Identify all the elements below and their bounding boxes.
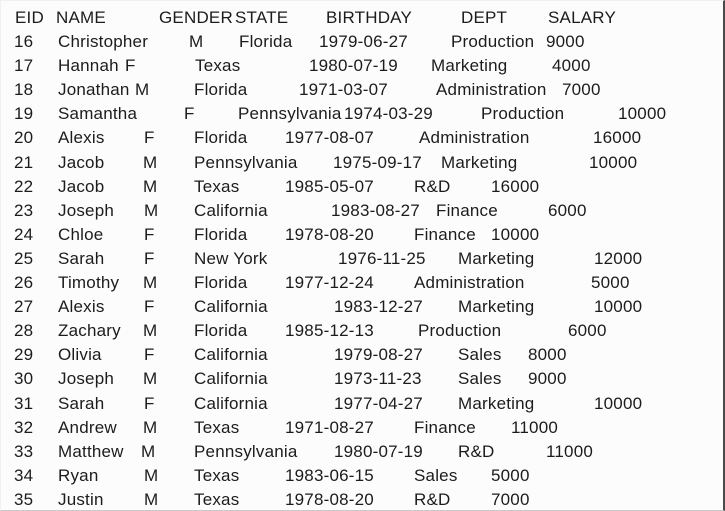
cell-gender: M [143,369,158,389]
cell-salary: 10000 [594,297,643,317]
cell-dept: Marketing [431,56,508,76]
table-row [1,126,723,150]
cell-birthday: 1977-08-07 [285,128,374,148]
header-cell-dept: DEPT [461,8,508,27]
cell-state: Florida [239,32,293,52]
table-row [1,392,723,416]
cell-dept: Sales [414,465,458,485]
cell-dept: R&D [414,176,451,196]
cell-state: Florida [194,80,248,100]
table-row [1,151,723,175]
cell-salary: 5000 [491,465,530,485]
cell-name: Zachary [58,321,121,341]
cell-eid: 25 [14,248,34,268]
cell-state: Texas [194,417,240,437]
cell-eid: 31 [14,393,34,413]
cell-dept: R&D [414,489,451,509]
cell-birthday: 1971-03-07 [299,80,388,100]
cell-salary: 12000 [594,248,643,268]
cell-state: Pennsylvania [194,441,298,461]
cell-birthday: 1978-08-20 [285,489,374,509]
cell-name: Ryan [58,465,99,485]
cell-gender: M [144,489,159,509]
cell-dept: Sales [458,369,502,389]
cell-gender: F [184,104,195,124]
cell-state: Pennsylvania [238,104,342,124]
cell-dept: Marketing [458,297,535,317]
cell-birthday: 1980-07-19 [309,56,398,76]
header-cell-name: NAME [56,8,106,27]
cell-eid: 16 [14,32,34,52]
cell-eid: 27 [14,297,34,317]
cell-birthday: 1977-12-24 [285,273,374,293]
cell-eid: 22 [14,176,34,196]
cell-state: Pennsylvania [194,152,298,172]
cell-eid: 17 [14,56,34,76]
cell-name: Matthew [58,441,124,461]
cell-state: Florida [194,224,248,244]
cell-name: Justin [58,489,104,509]
cell-dept: Finance [414,224,476,244]
cell-birthday: 1976-11-25 [338,248,426,268]
cell-gender: M [141,441,156,461]
table-row [1,343,723,367]
table-row [1,488,723,511]
table-row [1,78,723,102]
cell-dept: Sales [458,345,502,365]
cell-gender: F [144,128,155,148]
table-row [1,319,723,343]
table-row [1,367,723,391]
cell-gender: F [144,297,155,317]
cell-gender: M [143,321,158,341]
cell-dept: Production [418,321,502,341]
header-cell-salary: SALARY [548,8,616,27]
cell-salary: 6000 [568,321,607,341]
cell-salary: 11000 [511,417,559,437]
cell-birthday: 1974-03-29 [344,104,433,124]
cell-state: New York [194,248,268,268]
cell-dept: Administration [419,128,530,148]
table-row [1,223,723,247]
cell-state: Texas [195,56,241,76]
cell-gender: M [143,273,158,293]
cell-birthday: 1975-09-17 [333,152,422,172]
cell-eid: 18 [14,80,34,100]
cell-state: Florida [194,128,248,148]
cell-eid: 28 [14,321,34,341]
cell-dept: Marketing [441,152,518,172]
cell-name: Chloe [58,224,104,244]
cell-name: Samantha [58,104,138,124]
cell-gender: M [143,176,158,196]
cell-birthday: 1978-08-20 [285,224,374,244]
cell-salary: 9000 [546,32,585,52]
cell-birthday: 1983-12-27 [334,297,423,317]
cell-name: Alexis [58,128,105,148]
table-row [1,464,723,488]
cell-gender: M [135,80,150,100]
header-cell-eid: EID [15,8,44,27]
cell-birthday: 1973-11-23 [334,369,422,389]
cell-eid: 23 [14,200,34,220]
cell-eid: 21 [14,152,34,172]
cell-salary: 16000 [593,128,642,148]
cell-name: Joseph [58,369,115,389]
cell-gender: F [125,56,136,76]
cell-salary: 10000 [491,224,540,244]
cell-birthday: 1983-06-15 [285,465,374,485]
cell-state: California [194,369,268,389]
cell-birthday: 1977-04-27 [334,393,423,413]
cell-name: Hannah [58,56,119,76]
table-row [1,295,723,319]
cell-gender: M [143,152,158,172]
cell-gender: F [144,345,155,365]
cell-dept: Administration [436,80,547,100]
cell-salary: 6000 [548,200,587,220]
cell-birthday: 1979-06-27 [319,32,408,52]
cell-eid: 30 [14,369,34,389]
table-row [1,30,723,54]
cell-name: Andrew [58,417,117,437]
table-row [1,416,723,440]
cell-birthday: 1983-08-27 [331,200,420,220]
header-cell-gender: GENDER [159,8,233,27]
cell-state: Florida [194,321,248,341]
cell-salary: 5000 [591,273,630,293]
cell-eid: 32 [14,417,34,437]
cell-salary: 10000 [618,104,667,124]
cell-name: Sarah [58,393,105,413]
cell-name: Jacob [58,176,105,196]
table-row [1,54,723,78]
cell-birthday: 1979-08-27 [334,345,423,365]
cell-birthday: 1985-12-13 [285,321,374,341]
cell-gender: M [143,417,158,437]
cell-salary: 8000 [528,345,567,365]
header-cell-birthday: BIRTHDAY [326,8,412,27]
cell-gender: F [144,248,155,268]
cell-salary: 7000 [562,80,601,100]
header-cell-state: STATE [235,8,289,27]
cell-state: Florida [194,273,248,293]
table-row [1,271,723,295]
cell-birthday: 1971-08-27 [285,417,374,437]
table-row [1,199,723,223]
cell-dept: R&D [458,441,495,461]
cell-name: Joseph [58,200,115,220]
cell-salary: 4000 [552,56,591,76]
table-row [1,175,723,199]
cell-salary: 10000 [594,393,643,413]
cell-eid: 24 [14,224,34,244]
cell-gender: M [189,32,204,52]
cell-birthday: 1980-07-19 [334,441,423,461]
cell-name: Jonathan [58,80,130,100]
cell-salary: 9000 [528,369,567,389]
table-row [1,440,723,464]
cell-state: California [194,200,268,220]
cell-state: California [194,297,268,317]
cell-state: Texas [194,489,240,509]
cell-birthday: 1985-05-07 [285,176,374,196]
cell-gender: F [144,393,155,413]
cell-dept: Finance [414,417,476,437]
table-row [1,247,723,271]
cell-salary: 10000 [589,152,638,172]
cell-eid: 19 [14,104,34,124]
cell-dept: Marketing [458,393,535,413]
cell-dept: Marketing [458,248,535,268]
cell-gender: F [144,224,155,244]
cell-salary: 16000 [491,176,540,196]
cell-name: Christopher [58,32,149,52]
cell-name: Alexis [58,297,105,317]
cell-gender: M [144,465,159,485]
cell-salary: 7000 [491,489,530,509]
cell-eid: 29 [14,345,34,365]
cell-state: Texas [194,465,240,485]
cell-eid: 35 [14,489,34,509]
cell-eid: 34 [14,465,34,485]
cell-dept: Finance [436,200,498,220]
cell-dept: Administration [414,273,525,293]
cell-name: Olivia [58,345,102,365]
cell-eid: 26 [14,273,34,293]
table-header-row [1,6,723,30]
cell-name: Timothy [58,273,120,293]
cell-state: Texas [194,176,240,196]
cell-eid: 33 [14,441,34,461]
cell-dept: Production [451,32,535,52]
cell-name: Jacob [58,152,105,172]
cell-name: Sarah [58,248,105,268]
table-row [1,102,723,126]
cell-dept: Production [481,104,565,124]
cell-state: California [194,393,268,413]
cell-salary: 11000 [546,441,594,461]
cell-gender: M [144,200,159,220]
cell-state: California [194,345,268,365]
cell-eid: 20 [14,128,34,148]
